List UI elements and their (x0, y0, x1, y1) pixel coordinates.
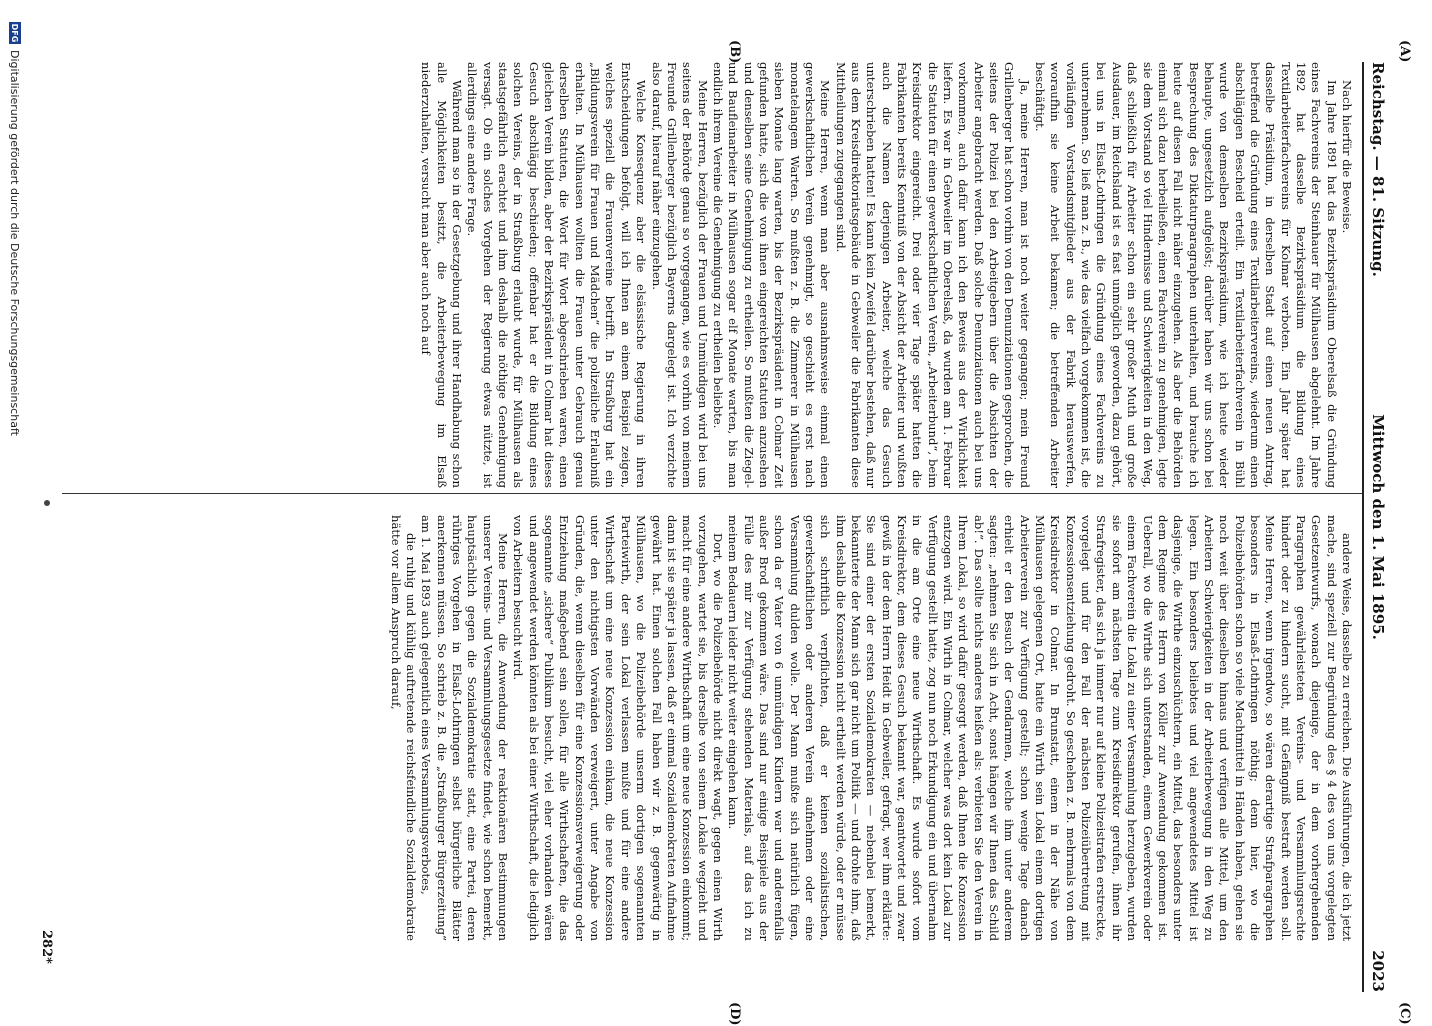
paragraph: Dort, wo die Polizeibehörde nicht direkt wagt, gegen einen Wirth vorzugehen, wartet sie, bis derselbe von seinem Lokale wegzieht und macht für eine andere Wirthschaft um eine neue Konzession einkommt; dann ist sie später ja lassen, daß er einmal Sozialdemokraten Aufnahme gewährt hat. Einen solchen Fall haben wir z. B. gegenwärtig in Mülhausen, wo die Polizeibehörde unserm dortigen sogenannten Parteiwirth, der sein Lokal verlassen mußte und für eine andere Wirthschaft um eine neue Konzession einkam, die neue Konzession unter den nichtigsten Vorwänden verweigert, unter Angabe von Gründen, die, wenn dieselben für eine Konzessionsverweigerung oder Entziehung maßgebend sein sollen, für alle Wirthschaften, die das sogenannte „sichere“ Publikum besucht, viel eher vorhanden wären und angewendet werden könnten als bei einer Wirthschaft, die lediglich von Arbeitern besucht wird. (511, 515, 725, 941)
digitization-notice (6, 22, 24, 982)
left-column (74, 62, 1354, 488)
paragraph: Im Jahre 1891 hat das Bezirkspräsidium Oberelsaß die Gründung eines Fachvereins der Steinhauer für Mülhausen abgelehnt. Im Jahre 1892 hat dasselbe Bezirkspräsidium die Bildung eines Textilarbeiterfachvereins für Kolmar verboten. Ein Jahr später hat dasselbe Präsidium, in derselben Stadt auf einen neuen Antrag, betreffend die Gründung eines Textilarbeitervereins, wiederum einen abschlägigen Bescheid erteilt. Ein Textilarbeiterfachverein in Bühl wurde von demselben Bezirkspräsidium, wie ich heute wieder behaupte, ungesetzlich aufgelöst; darüber haben wir uns schon bei Besprechung des Diktaturparagraphen unterhalten, und brauche ich heute auf diesen Fall nicht näher einzugehen. Als aber die Behörden einmal sich dazu herbeiließen, einen Fachverein zu genehmigen, legte sie dem Vorstand so viel Hindernisse und Schwierigkeiten in den Weg, daß schließlich für Arbeiter schon ein sehr großer Muth und große Ausdauer, im Reichsland ist es fast unmöglich geworden, dazu gehört, bei uns in Elsaß-Lothringen die Gründung eines Fachvereins zu unternehmen. So ließ man z. B., wie das vielfach vorgekommen ist, die vorläufigen Vorstandsmitglieder aus der Fabrik herauswerfen, woraufhin sie keine Arbeit bekamen; die betreffenden Arbeiter beschäftigt. (1033, 62, 1339, 488)
paragraph: Während man so in der Gesetzgebung und ihrer Handhabung schon alle Möglichkeiten besitzt, die Arbeiterbewegung im Elsaß niederzuhalten, versucht man aber auch noch auf (419, 62, 465, 488)
right-column (74, 515, 1354, 941)
margin-marker-a: (A) (1397, 40, 1412, 63)
digitization-text: Digitalisierung gefördert durch die Deutsche Forschungsgemeinschaft (8, 50, 22, 436)
header-rule (1362, 62, 1364, 992)
margin-marker-b: (B) (727, 40, 742, 64)
margin-marker-c: (C) (1397, 1002, 1412, 1025)
column-divider (62, 493, 1362, 494)
paragraph: Meine Herren, die Anwendung der reaktionären Bestimmungen unserer Vereins- und Versammlungsgesetze findet, wie schon bemerkt, hauptsächlich gegen die Sozialdemokratie statt, eine Partei, deren rühriges Vorgehen in Elsaß-Lothringen selbst bürgerliche Blätter anerkennen müssen. So schrieb z. B. die „Straßburger Bürgerzeitung“ am 1. Mai 1893 auch gelegentlich eines Versammlungsverbotes, (419, 515, 511, 941)
paragraph: Ja, meine Herren, man ist noch weiter gegangen; mein Freund Grillenberger hat schon vorhin von den Denunziationen gesprochen, die seitens der Polizei bei den Arbeitgebern über die Absichten der Arbeiter angebracht werden. Daß solche Denunziationen auch bei uns vorkommen, auch dafür kann ich den Beweis aus der Wirklichkeit liefern. Es war in Gebweiler im Oberelsaß, da wurden am 1. Februar die Statuten für einen gewerkschaftlichen Verein, „Arbeiterbund“, beim Kreisdirektor eingereicht. Drei oder vier Tage später hatten die Fabrikanten bereits Kenntniß von der Absicht der Arbeiter und wußten auch die Namen derjenigen Arbeiter, welche das Gesuch unterschrieben hatten! Es kann kein Zweifel darüber bestehen, daß nur aus dem Kreisdirektoriatsgebäude in Gebweiler die Fabrikanten diese Mittheilungen zugegangen sind. (833, 62, 1032, 488)
paragraph: Nach hierfür die Beweise. (1340, 80, 1354, 234)
header-date: Mittwoch den 1. Mai 1895. (1369, 414, 1387, 640)
footer-dot (44, 500, 50, 506)
page-number: 2023 (1369, 950, 1387, 992)
paragraph: Meine Herren, bezüglich der Frauen und Unmündigen wird bei uns seitens der Behörde genau so vorgegangen, wie es vorhin von meinem Freunde Grillenberger bezüglich Bayerns dargelegt ist. Ich verzichte also darauf, hierauf näher einzugehen. (649, 62, 710, 488)
dfg-logo-icon: DFG (10, 23, 20, 43)
sheet-mark: 282* (39, 930, 54, 964)
margin-marker-d: (D) (727, 1002, 742, 1026)
paragraph: die ruhig und kühlig auftretende reichsfeindliche Sozialdemokratie hätte vor allem Anspruch darauf, (388, 515, 419, 941)
paragraph: Meine Herren, wenn man aber ausnahmsweise einmal einen gewerkschaftlichen Verein genehmigt, so geschieht es erst nach monatelangem Warten. So mußten z. B. die Zimmerer in Mülhausen sieben Monate lang warten, bis der Bezirkspräsident in Colmar Zeit gefunden hatte, sich die von ihnen eingereichten Statuten anzusehen und denselben seine Genehmigung zu ertheilen. So mußten die Ziegel- und Baufleinarbeiter in Mülhausen sogar elf Monate warten, bis man endlich ihrem Vereine die Genehmigung zu ertheilen beliebte. (710, 62, 833, 488)
header-session: Reichstag. — 81. Sitzung. (1369, 62, 1387, 277)
paragraph: andere Weise, dasselbe zu erreichen. Die Ausführungen, die ich jetzt mache, sind speziell zur Begründung des § 4 des von uns vorgelegten Gesetzentwurfs, wonach diejenige, der in dem vorhergehenden Paragraphen gewährleisteten Vereins- und Versammlungsrechte hindert oder zu hindern sucht, mit Gefängniß bestraft werden soll. Meine Herren, wenn irgendwo, so wären derartige Strafparagraphen besonders in Elsaß-Lothringen nöthig; denn hier, wo die Polizeibehörden schon so viele Machtmittel in Händen haben, gehen sie noch weit über dieselben hinaus und verfügen alle Mittel, um den Arbeitern Schwierigkeiten in der Arbeiterbewegung in den Weg zu legen. Ein besonders beliebtes und viel angewendetes Mittel ist dasjenige, die Wirthe einzuschüchtern, ein Mittel, das besonders unter dem Regime des Herrn von Köller zur Anwendung gekommen ist. Ueberall, wo die Wirthe sich unterstanden, einem Gewerkverein oder einem Fachverein die Lokal zu einer Versammlung herzugeben, wurden sie sofort am nächsten Tage zum Kreisdirektor gerufen, ihnen ihr Strafregister, das sich ja immer nur auf kleine Polizeistrafen erstreckte, vorgelegt und für den Fall der nächsten Polizeiübertretung mit Konzessionsentziehung gedroht. So geschehen z. B. mehrmals von dem Kreisdirektor in Colmar. In Brunstatt, einem in der Nähe von Mülhausen gelegenen Ort, hatte ein Wirth sein Lokal einem dortigen Arbeiterverein zur Verfügung gestellt; schon wenige Tage danach erhielt er den Besuch der Gendarmen, welche ihm unter anderem sagten: „nehmen Sie sich in Acht, sonst hängen wir Ihnen das Schild ab!“. Das sollte nichts anderes heißen als: verbieten Sie den Verein in Ihrem Lokal, so wird dafür gesorgt werden, daß Ihnen die Konzession entzogen wird. Ein Wirth in Colmar, welcher was dort kein Lokal zur Verfügung gestellt hatte, zog nun noch Erkundigung ein und übernahm in die am Orte eine neue Wirthschaft. Es wurde sofort vom Kreisdirektor, dem dieses Gesuch bekannt war, geantwortet und zwar gewiß in der dem Herrn Heidt in Gebweiler, gefragt, wer ihm erklärte: Sie sind einer der ersten Sozialdemokraten — nebenbei bemerkt, bekannterte der Mann sich gar nicht um Politik — und drohte ihm, daß ihm deshalb die Konzession nicht ertheilt werden würde, oder er müsse sich schriftlich verpflichten, daß er keinen sozialistischen, gewerkschaftlichen oder anderen Verein aufnehmen oder eine Versammlung dulden wolle. Der Mann mußte sich natürlich fügen, schon da er Vater von 6 unmündigen Kindern war und anderenfalls außer Brod gekommen wäre. Das sind nur einige Beispiele aus der Fülle des mir zur Verfügung stehenden Materials, auf das ich zu meinem Bedauern leider nicht weiter eingehen kann. (726, 515, 1354, 941)
running-header (1366, 62, 1390, 992)
paragraph: Welche Konsequenz aber die elsässische Regierung in ihren Entscheidungen befolgt, will ich Ihnen an einem Beispiel zeigen, welches speziell die Frauenvereine betrifft. In Straßburg hat ein „Bildungsverein für Frauen und Mädchen“ die polizeiliche Erlaubniß erhalten. In Mülhausen wollten die Frauen unter Gebrauch genau derselben Statuten, die Wort für Wort abgeschrieben waren, einen gleichen Verein bilden, aber der Bezirkspräsident in Colmar hat dieses Gesuch abschlägig beschieden; offenbar hat er die Bildung eines solchen Vereins, der in Straßburg erlaubt wurde, für Mülhausen als staatsgefährlich erachtet und ihm deshalb die nöthige Genehmigung versagt. Ob ein solches Vorgehen der Regierung etwas nützte, ist allerdings eine andere Frage. (465, 62, 649, 488)
